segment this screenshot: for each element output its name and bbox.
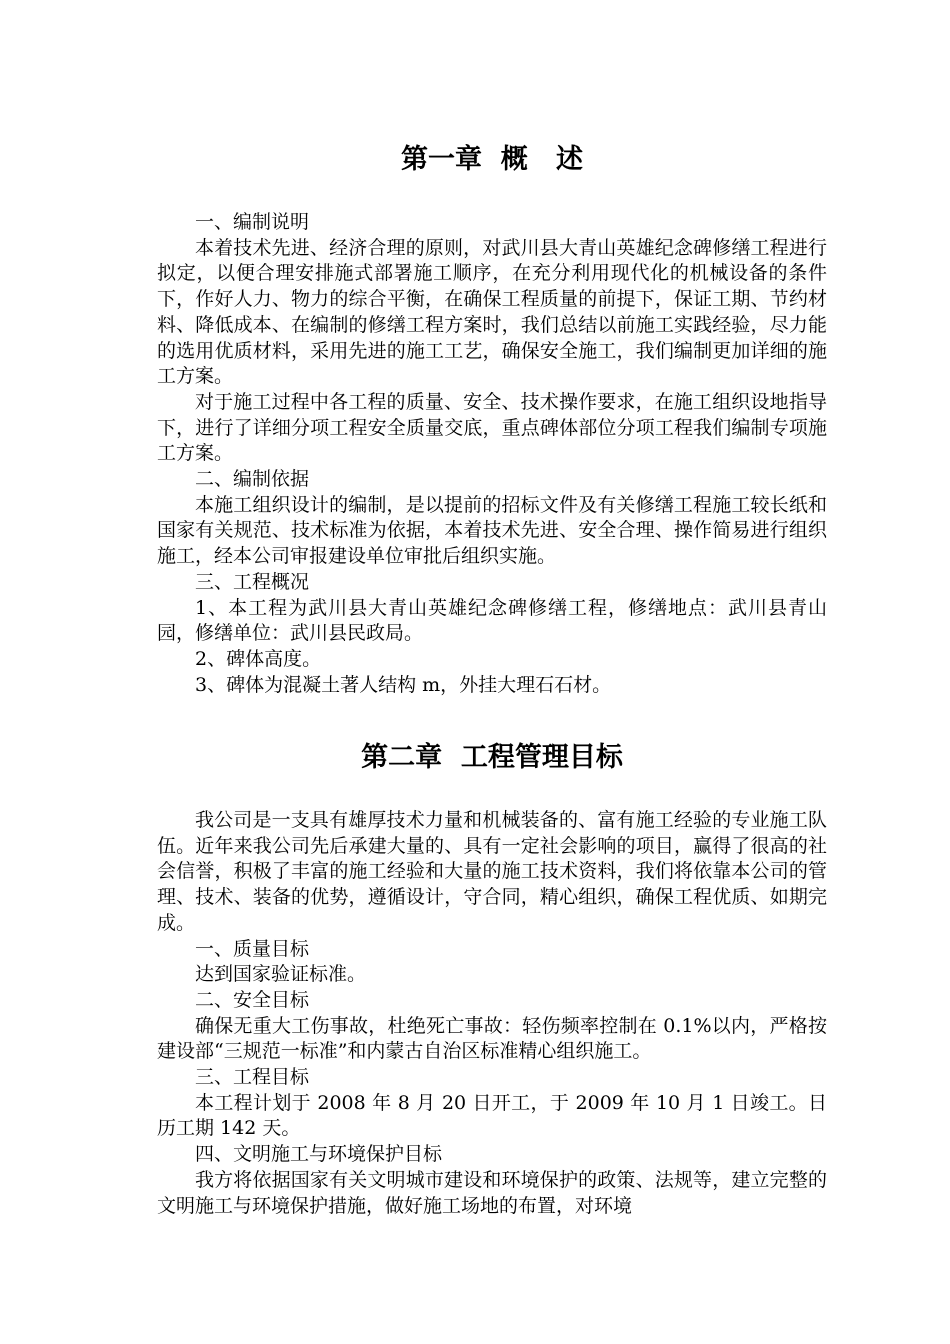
body-paragraph: 达到国家验证标准。: [195, 963, 367, 986]
chapter-2-title: 第二章 工程管理目标: [361, 742, 623, 773]
section-heading: 三、工程目标: [195, 1066, 310, 1089]
body-paragraph: 3、碑体为混凝土著人结构 m，外挂大理石石材。: [195, 673, 612, 696]
chapter-1-body: [157, 210, 827, 698]
body-paragraph: 1、本工程为武川县大青山英雄纪念碑修缮工程，修缮地点：武川县青山园，修缮单位：武川县民政局。: [157, 596, 827, 645]
section-heading: 四、文明施工与环境保护目标: [195, 1143, 443, 1166]
body-paragraph: 本工程计划于 2008 年 8 月 20 日开工，于 2009 年 10 月 1 日竣工。日历工期 142 天。: [157, 1091, 827, 1140]
section-heading: 一、质量目标: [195, 937, 310, 960]
body-paragraph: 我方将依据国家有关文明城市建设和环境保护的政策、法规等，建立完整的文明施工与环境保护措施，做好施工场地的布置，对环境: [157, 1168, 827, 1217]
chapter-1-title: 第一章 概 述: [401, 144, 583, 175]
body-paragraph: 我公司是一支具有雄厚技术力量和机械装备的、富有施工经验的专业施工队伍。近年来我公司先后承建大量的、具有一定社会影响的项目，赢得了很高的社会信誉，积极了丰富的施工经验和大量的施工技术资料，我们将依靠本公司的管理、技术、装备的优势，遵循设计，守合同，精心组织，确保工程优质、如期完成。: [157, 809, 827, 934]
chapter-2-body: [157, 808, 827, 1219]
section-heading: 一、编制说明: [195, 211, 310, 233]
body-paragraph: 本施工组织设计的编制，是以提前的招标文件及有关修缮工程施工较长纸和国家有关规范、技术标准为依据，本着技术先进、安全合理、操作简易进行组织施工，经本公司审报建设单位审批后组织实施。: [157, 493, 827, 568]
section-heading: 二、编制依据: [195, 468, 310, 491]
body-paragraph: 本着技术先进、经济合理的原则，对武川县大青山英雄纪念碑修缮工程进行拟定，以便合理安排施式部署施工顺序，在充分利用现代化的机械设备的条件下，作好人力、物力的综合平衡，在确保工程质量的前提下，保证工期、节约材料、降低成本、在编制的修缮工程方案时，我们总结以前施工实践经验，尽力能的选用优质材料，采用先进的施工工艺，确保安全施工，我们编制更加详细的施工方案。: [157, 236, 827, 388]
body-paragraph: 2、碑体高度。: [195, 647, 322, 670]
section-heading: 三、工程概况: [195, 570, 310, 593]
body-paragraph: 确保无重大工伤事故，杜绝死亡事故：轻伤频率控制在 0.1%以内，严格按建设部“三规范一标准”和内蒙古自治区标准精心组织施工。: [157, 1014, 827, 1063]
section-heading: 二、安全目标: [195, 988, 310, 1011]
body-paragraph: 对于施工过程中各工程的质量、安全、技术操作要求，在施工组织设地指导下，进行了详细分项工程安全质量交底，重点碑体部位分项工程我们编制专项施工方案。: [157, 390, 827, 465]
